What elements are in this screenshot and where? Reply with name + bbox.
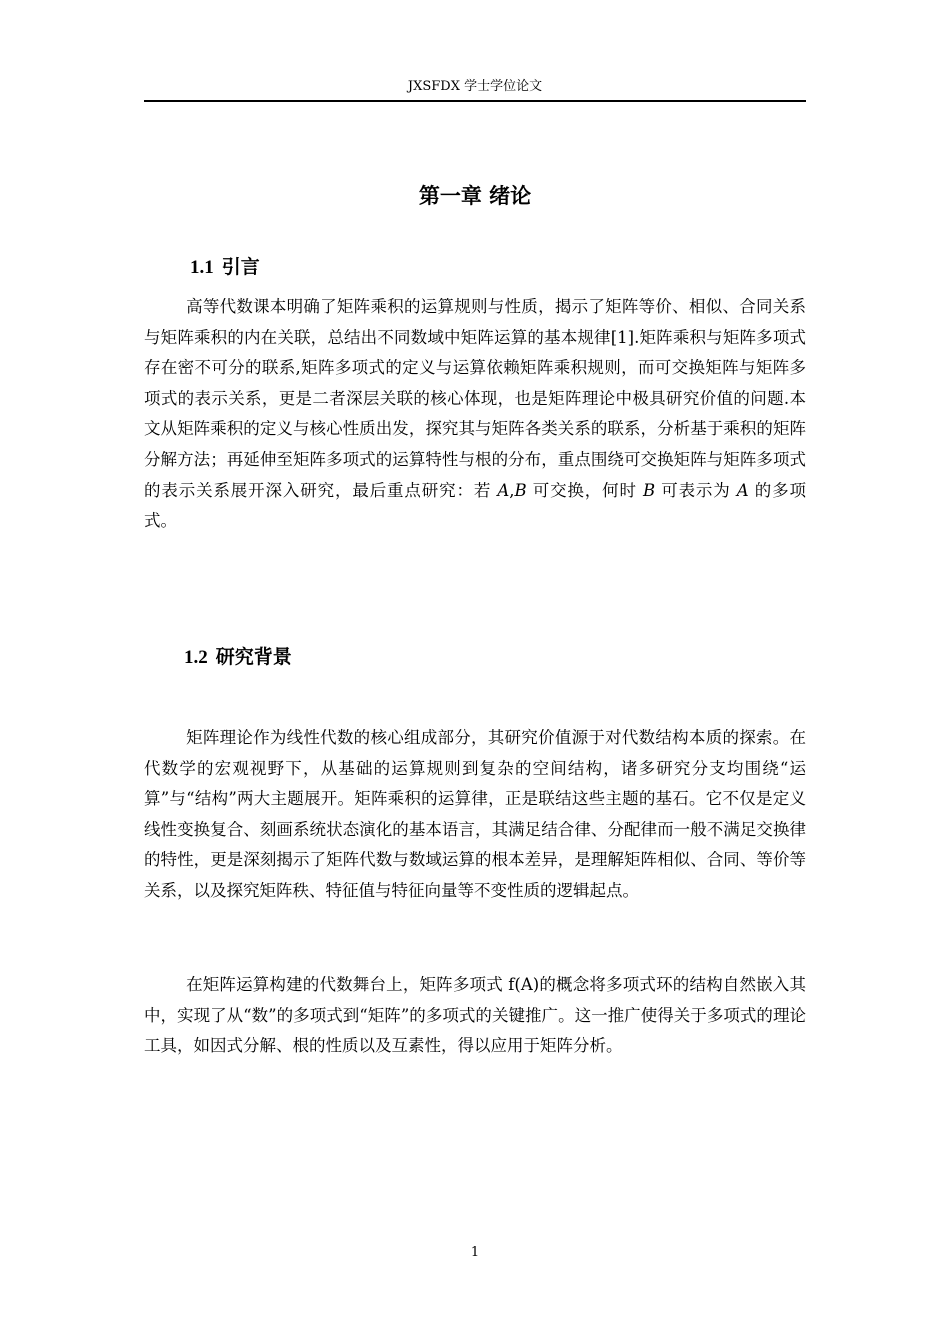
background-paragraph-2: 在矩阵运算构建的代数舞台上，矩阵多项式 f(A)的概念将多项式环的结构自然嵌入其中，实现了从“数”的多项式到“矩阵”的多项式的关键推广。这一推广使得关于多项式的理论工具，如因式分解、根的性质以及互素性，得以应用于矩阵分析。 [144,975,806,1056]
section-heading-background [184,643,292,672]
section-title: 研究背景 [215,646,292,668]
header-rule [144,100,806,102]
section-number: 1.2 [184,647,208,668]
page-number: 1 [470,1245,480,1260]
introduction-paragraph: 高等代数课本明确了矩阵乘积的运算规则与性质，揭示了矩阵等价、相似、合同关系与矩阵乘积的内在关联，总结出不同数域中矩阵运算的基本规律[1].矩阵乘积与矩阵多项式存在密不可分的联系,矩阵多项式的定义与运算依赖矩阵乘积规则，而可交换矩阵与矩阵多项式的表示关系，更是二者深层关联的核心体现，也是矩阵理论中极具研究价值的问题.本文从矩阵乘积的定义与核心性质出发，探究其与矩阵各类关系的联系，分析基于乘积的矩阵分解方法；再延伸至矩阵多项式的运算特性与根的分布，重点围绕可交换矩阵与矩阵多项式的表示关系展开深入研究，最后重点研究：若 𝐴,𝐵 可交换，何时 𝐵 可表示为 𝐴 的多项式。 [144,297,806,531]
running-header: JXSFDX 学士学位论文 [407,79,543,94]
section-heading-introduction [190,253,260,282]
section-title: 引言 [221,256,260,278]
chapter-title: 第一章 绪论 [418,184,532,208]
section-number: 1.1 [190,257,214,278]
background-paragraph-1: 矩阵理论作为线性代数的核心组成部分，其研究价值源于对代数结构本质的探索。在代数学的宏观视野下，从基础的运算规则到复杂的空间结构，诸多研究分支均围绕“运算”与“结构”两大主题展开。矩阵乘积的运算律，正是联结这些主题的基石。它不仅是定义线性变换复合、刻画系统状态演化的基本语言，其满足结合律、分配律而一般不满足交换律的特性，更是深刻揭示了矩阵代数与数域运算的根本差异，是理解矩阵相似、合同、等价等关系，以及探究矩阵秩、特征值与特征向量等不变性质的逻辑起点。 [144,728,806,900]
